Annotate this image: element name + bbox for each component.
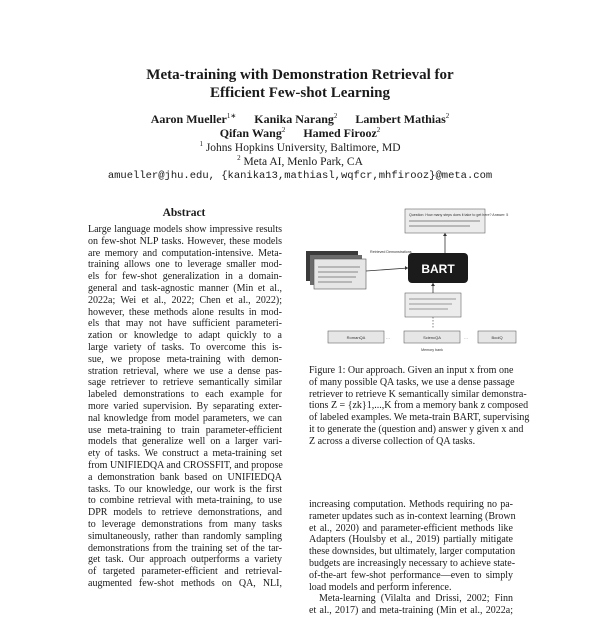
abstract-line: 2022a; Wei et al., 2022; Chen et al., 2022); xyxy=(88,294,282,306)
caption-line: of labeled examples. We meta-train BART, supervising xyxy=(309,412,530,424)
abstract-line: zation or knowledge to adapt quickly to a xyxy=(88,330,282,342)
paper-title xyxy=(0,66,600,102)
demo-card-front xyxy=(314,259,366,289)
abstract-line: ety of tasks. We construct a meta-training set xyxy=(88,448,282,460)
output-text: Question: How many steps does it take to get here? Answer: 5 xyxy=(409,213,509,217)
author-mark: 2 xyxy=(281,126,286,134)
title-line-2: Efficient Few-shot Learning xyxy=(210,85,390,101)
abstract-line: Large language models show impressive results xyxy=(88,224,282,235)
bank-label: Memory bank xyxy=(421,348,443,352)
abstract-line: use meta-training to train parameter-efficient xyxy=(88,424,282,436)
abstract-line: to leverage demonstrations from many tasks xyxy=(88,518,282,530)
author-mark: 2 xyxy=(376,126,381,134)
affiliation-text: Meta AI, Menlo Park, CA xyxy=(243,155,363,168)
bank-item-label: BoolQ xyxy=(491,335,503,340)
abstract-line: stration retrieval, where we use a dense pas- xyxy=(88,365,282,377)
body-line: load models and perform inference. xyxy=(309,581,452,593)
body-line: budgets are increasingly necessary to achieve state- xyxy=(309,557,516,569)
retrieved-label: Retrieved Demonstrations xyxy=(370,250,412,254)
body-line: increasing computation. Methods requiring no pa- xyxy=(309,499,513,510)
body-line: Meta-learning (Vilalta and Drissi, 2002; Finn xyxy=(319,593,513,605)
caption-line: Figure 1: Our approach. Given an input x from one xyxy=(309,365,514,376)
authors-line-2 xyxy=(0,126,600,141)
author-name: Qifan Wang xyxy=(219,126,282,140)
body-line: Adapters (Houlsby et al., 2019) partially mitigate xyxy=(309,534,513,546)
abstract-line: however, these methods alone results in mod- xyxy=(88,306,282,318)
abstract-line: a demonstration bank based on UNIFIEDQA xyxy=(88,471,282,483)
body-line: of-the-art few-shot performance—even to simply xyxy=(309,569,513,581)
affiliation-mark: 2 xyxy=(237,154,241,162)
abstract-body xyxy=(88,224,282,590)
abstract-line: labeled demonstrations to each example for xyxy=(88,389,282,401)
authors-line-1 xyxy=(0,112,600,127)
caption-line: it to generate the (question and) answer y given x and xyxy=(309,423,524,435)
bank-item-label: RomanQA xyxy=(346,335,366,340)
body-line: these downsides, but ultimately, larger computation xyxy=(309,546,516,558)
caption-line: tions Z = {zk}1,...,K from a memory bank z composed xyxy=(309,400,529,412)
affiliation-mark: 1 xyxy=(199,140,203,148)
abstract-line: general and task-agnostic manner (Min et al., xyxy=(88,282,282,294)
ellipsis: … xyxy=(386,335,390,340)
abstract-line: sue, we propose meta-training with demon- xyxy=(88,353,282,365)
abstract-line: models that generalize well on a larger vari- xyxy=(88,436,282,448)
ellipsis: … xyxy=(464,335,468,340)
body-line: et al., 2020) and parameter-efficient methods like xyxy=(309,522,513,534)
abstract-line: of targeted parameter-efficient and retrieval- xyxy=(88,566,282,578)
caption-line: retriever to retrieve K semantically similar demonstra- xyxy=(309,388,527,400)
affiliation-1 xyxy=(0,140,600,154)
abstract-line: get task. Our approach outperforms a variety xyxy=(88,554,282,566)
caption-line: of many possible QA tasks, we use a dense passage xyxy=(309,376,515,388)
abstract-line: els that may not have sufficient parameteri- xyxy=(88,318,282,330)
abstract-line: nal knowledge from model parameters, we can xyxy=(88,412,282,424)
affiliation-2 xyxy=(0,154,600,168)
abstract-line: are memory and computation-intensive. Meta- xyxy=(88,247,282,259)
author-name: Kanika Narang xyxy=(254,112,334,126)
model-label: BART xyxy=(421,262,455,276)
abstract-line: DPR models to retrieve demonstrations, and xyxy=(88,507,282,519)
author-mark: 2 xyxy=(445,112,450,120)
author-name: Aaron Mueller xyxy=(150,112,227,126)
figure-1-diagram xyxy=(300,205,520,355)
abstract-heading: Abstract xyxy=(162,207,206,219)
abstract-line: large variety of tasks. To overcome this is- xyxy=(88,341,282,353)
abstract-line: sage retriever to retrieve semantically similar xyxy=(88,377,282,389)
abstract-line: on few-shot NLP tasks. However, these models xyxy=(88,235,282,247)
author-name: Hamed Firooz xyxy=(303,126,377,140)
affiliation-text: Johns Hopkins University, Baltimore, MD xyxy=(205,141,401,154)
body-line: et al., 2017) and meta-training (Min et al., 2022a; xyxy=(309,605,513,617)
bank-item-label: SciencQA xyxy=(423,335,441,340)
author-mark: 2 xyxy=(333,112,338,120)
caption-line: Z across a diverse collection of QA tasks. xyxy=(309,435,476,447)
abstract-line: more varied supervision. By separating exter- xyxy=(88,400,282,412)
abstract-line: training allows one to leverage smaller mod- xyxy=(88,259,282,271)
abstract-line: to combine retrieval with meta-training, to use xyxy=(88,495,282,507)
abstract-line: demonstrations from the training set of the tar- xyxy=(88,542,282,554)
author-emails: amueller@jhu.edu, {kanika13,mathiasl,wqfcr,mhfirooz}@meta.com xyxy=(107,170,493,182)
body-text xyxy=(309,499,516,617)
title-line-1: Meta-training with Demonstration Retrieval for xyxy=(146,67,454,83)
abstract-line: from UNIFIEDQA and CROSSFIT, and propose xyxy=(88,459,283,471)
abstract-line: tasks. To our knowledge, our work is the first xyxy=(88,483,282,495)
abstract-line: augmented few-shot methods on QA, NLI, xyxy=(88,577,282,589)
abstract-line: simultaneously, rather than randomly sampling xyxy=(88,530,282,542)
author-name: Lambert Mathias xyxy=(355,112,446,126)
arrow-demos xyxy=(366,268,408,271)
input-box xyxy=(405,293,461,317)
figure-caption xyxy=(309,365,530,448)
abstract-line: els for few-shot generalization in a domain- xyxy=(88,271,282,283)
body-line: rameter updates such as in-context learning (Brown xyxy=(309,510,516,522)
author-mark: 1∗ xyxy=(226,112,237,120)
